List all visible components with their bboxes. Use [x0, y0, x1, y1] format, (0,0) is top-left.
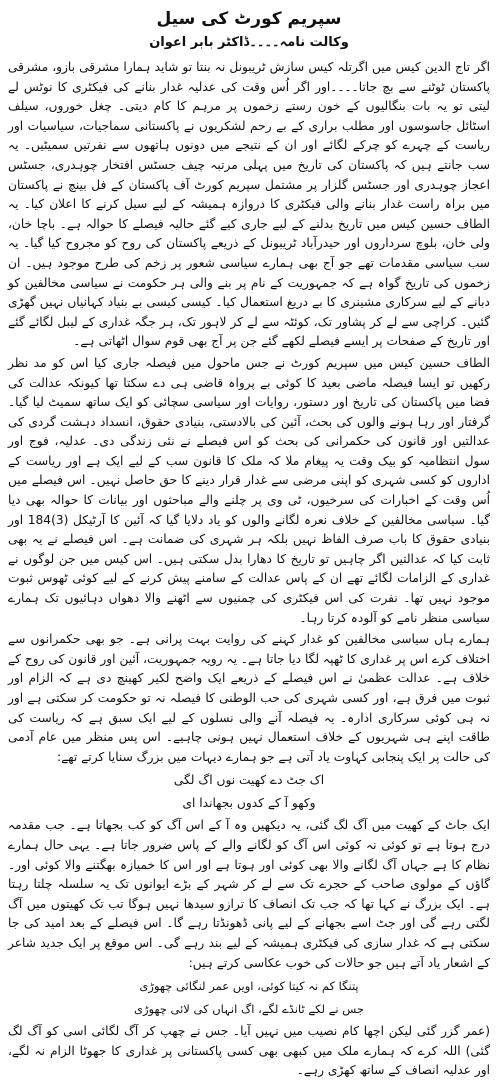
- article-paragraph: ایک جاٹ کے کھیت میں آگ لگ گئی، یہ دیکھیں وہ آ کے اس آگ کو کب بجھاتا ہے۔ جب مقدمہ درج ہوتا ہے تو کوئی نہ کوئی اس آگ کو لگانے والے کے پاس ضرور جاتا ہے۔ یہی حال ہمارے نظام کا ہے جہاں آگ لگانے والا بھی کوئی اور ہوتا ہے اور اس کا خمیازہ بھگتنے والا کوئی اور۔ گاؤں کے مولوی صاحب کے حجرے تک سے لے کر شہر کے بڑے ایوانوں تک یہ سلسلہ چلتا رہتا ہے۔ ایک بزرگ نے کہا تھا کہ جب تک انصاف کا ترازو سیدھا نہیں ہوگا تب تک کھیتوں میں آگ لگتی رہے گی اور جٹ اسے بجھانے کے لیے پانی ڈھونڈتا رہے گا۔ اس فیصلے کے بعد امید کی جا سکتی ہے کہ غدار سازی کی فیکٹری ہمیشہ کے لیے بند رہے گی۔ اس موقع پر ایک جدید شاعر کے اشعار یاد آتے ہیں جو حالات کی خوب عکاسی کرتے ہیں:: [8, 818, 490, 970]
- verse-two-line-2: جس نے لکے ٹانڈے لگے، اگ انہاں کی لائی چھوڑی: [133, 1002, 365, 1017]
- article-paragraph: ہمارے ہاں سیاسی مخالفین کو غدار کہنے کی روایت بہت پرانی ہے۔ جو بھی حکمرانوں سے اختلاف کرے اس پر غداری کا ٹھپہ لگا دیا جاتا ہے۔ یہ رویہ جمہوریت، آئین اور قانون کی روح کے خلاف ہے۔ عدالت عظمیٰ نے اس فیصلے کے ذریعے ایک واضح لکیر کھینچ دی ہے کہ الزام اور ثبوت میں فرق ہے، اور کسی شہری کی حب الوطنی کا فیصلہ نہ تو حکومت کر سکتی ہے اور نہ ہی کوئی سرکاری ادارہ۔ یہ فیصلہ آنے والی نسلوں کے لیے ایک سبق ہے کہ ریاست کی طاقت اپنے ہی شہریوں کے خلاف استعمال نہیں ہونی چاہیے۔ اس پس منظر میں عام آدمی کی حالت پر ایک پنجابی کہاوت یاد آتی ہے جو ہمارے دیہات میں بزرگ سنایا کرتے تھے:: [8, 632, 490, 764]
- verse-one-line-1: اک جٹ دے کھیت نوں اگ لگی: [173, 773, 325, 788]
- article-byline: وکالت نامہ۔۔۔۔ڈاکٹر بابر اعوان: [149, 35, 349, 50]
- article-title: سپریم کورٹ کی سیل: [156, 9, 342, 29]
- verse-two-line-1: پتنگا کم نہ کیتا کوئی، اویں عمر لنگائی چھوڑی: [139, 979, 359, 994]
- verse-one-line-2: وکھو آ کے کدوں بجھاندا ای: [182, 796, 316, 811]
- article-paragraph: الطاف حسین کیس میں سپریم کورٹ نے جس ماحول میں فیصلہ جاری کیا اس کو مد نظر رکھیں تو ایسا فیصلہ ماضی بعید کا کوئی بے پرواہ قاضی ہی دے سکتا تھا کیونکہ عدالت کی فضا میں پاکستان کی تاریخ اور دستور، روایات اور سیاسی سچائی کو ایک ساتھ سمیٹ لیا گیا۔ گرفتار اور رہا ہونے والوں کی بحث، آئین کی بالادستی، بنیادی حقوق، انسداد دہشت گردی کی عدالتیں اور قانون کی حکمرانی کی بحث کو اس فیصلے نے نئی زندگی دی۔ عدلیہ، فوج اور سول انتظامیہ کو بیک وقت یہ پیغام ملا کہ ملک کا قانون سب کے لیے ایک ہے اور ریاست کے اداروں کو کسی شہری کو اپنی مرضی سے غدار قرار دینے کا حق حاصل نہیں۔ اس فیصلے میں اُس وقت کے اخبارات کی سرخیوں، ٹی وی پر چلنے والے مباحثوں اور بیانات کا حوالہ بھی دیا گیا۔ سیاسی مخالفین کے خلاف نعرہ لگانے والوں کو یاد دلایا گیا کہ آئین کا آرٹیکل (3)184 اور بنیادی حقوق کا باب صرف الفاظ نہیں بلکہ ہر شہری کی ضمانت ہے۔ اس فیصلے نے یہ بھی ثابت کیا کہ عدالتیں اگر چاہیں تو تاریخ کا دھارا بدل سکتی ہیں۔ اس کیس میں جن لوگوں نے غداری کے الزامات لگائے تھے ان کے پاس عدالت کے سامنے پیش کرنے کے لیے کوئی ٹھوس ثبوت موجود نہیں تھا۔ نفرت کی اس فیکٹری کی چمنیوں سے اٹھنے والا دھواں دہائیوں تک ہمارے سیاسی منظر نامے کو آلودہ کرتا رہا۔: [8, 355, 491, 625]
- article-paragraph: اگر تاج الدین کیس میں اگرتلہ کیس سازش ٹریبونل نہ بنتا تو شاید ہمارا مشرقی بازو، مشرقی پاکستان ٹوٹنے سے بچ جاتا۔۔۔۔اور اگر اُس وقت کی عدلیہ غدار بنانے کی فیکٹری کا نوٹس لے لیتی تو یہ بات بنگالیوں کے خون رستے زخموں پر مرہم کا کام دیتی۔ چغل خوروں، سیلف اسٹائل جاسوسوں اور مطلب براری کے بے رحم لشکریوں نے پاکستانی سماجیات، سیاسیات اور ریاست کے چہرے کو چرکے لگائے اور ان کے نتیجے میں دونوں ہاتھوں سے نفرتیں سمیٹیں۔ یہ سب جانتے ہیں کہ پاکستان کی تاریخ میں پہلی مرتبہ چیف جسٹس افتخار چوہدری، جسٹس اعجاز چوہدری اور جسٹس گلزار پر مشتمل سپریم کورٹ آف پاکستان کے فل بینچ نے پاکستان میں براہ راست غدار بنانے والی فیکٹری کا دروازہ ہمیشہ کے لیے سیل کرنے کا اعلان کیا۔ یہ الطاف حسین کیس میں تاریخ بدلنے کے لیے جاری کیے گئے حالیہ فیصلے کا حوالہ ہے۔ باچا خان، ولی خان، بلوچ سرداروں اور حیدرآباد ٹریبونل کے ذریعے پاکستان کی روح کو مجروح کیا گیا۔ یہ سب سیاسی مقدمات تھے جو آج بھی ہمارے سیاسی شعور پر زخم کی طرح موجود ہیں۔ ان زخموں کی تاریخ گواہ ہے کہ جمہوریت کے نام پر بنے والی ہر حکومت نے سیاسی مخالفین کو دبانے کے لیے سرکاری مشینری کا بے دریغ استعمال کیا۔ کیسی کیسی بے بنیاد کہانیاں نہیں گھڑی گئیں۔ کراچی سے لے کر پشاور تک، کوئٹہ سے لے کر لاہور تک، ہر جگہ غداری کے لیبل لگائے گئے اور تاریخ کے صفحات پر ایسے فیصلے لکھے گئے جن پر آج بھی قوم سوال اٹھاتی ہے۔: [8, 60, 490, 349]
- article-closing: (عمر گزر گئی لیکن اچھا کام نصیب میں نہیں آیا۔ جس نے چھپ کر آگ لگائی اسی کو آگ لگ گئی) اللہ کرے کہ ہمارے ملک میں کبھی بھی کسی پاکستانی پر غداری کا جھوٹا الزام نہ لگے، اور عدلیہ انصاف کے ساتھ کھڑی رہے۔: [8, 1024, 490, 1078]
